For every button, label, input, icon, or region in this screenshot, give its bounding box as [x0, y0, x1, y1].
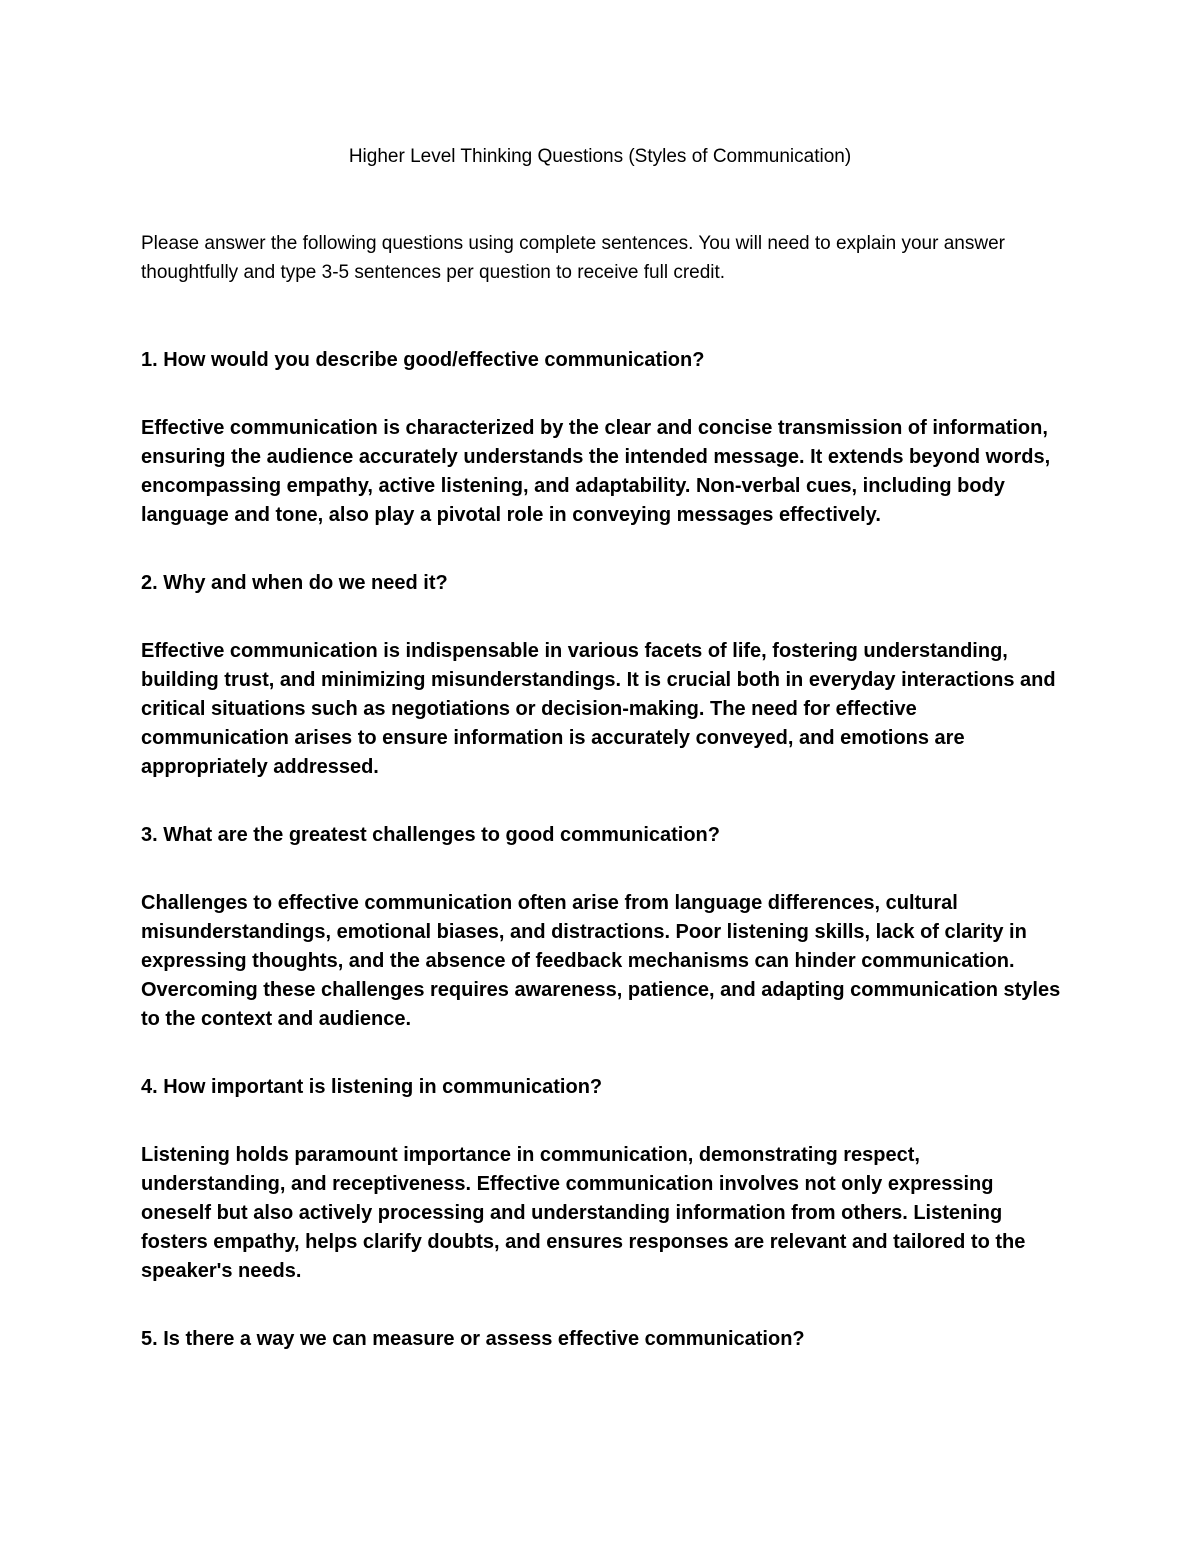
question-1: 1. How would you describe good/effective communication?: [141, 349, 705, 371]
question-3: 3. What are the greatest challenges to good communication?: [141, 824, 720, 846]
answer-2: Effective communication is indispensable in various facets of life, fostering understanding, building trust, and minimizing misunderstandings. It is crucial both in everyday interactions and critical situations such as negotiations or decision-making. The need for effective communication arises to ensure information is accurately conveyed, and emotions are appropriately addressed.: [141, 640, 1056, 778]
instructions-paragraph: Please answer the following questions using complete sentences. You will need to explain your answer thoughtfully and type 3-5 sentences per question to receive full credit.: [141, 233, 1005, 283]
question-5: 5. Is there a way we can measure or assess effective communication?: [141, 1328, 805, 1350]
question-answer-list: [141, 346, 1061, 1393]
question-4: 4. How important is listening in communication?: [141, 1076, 603, 1098]
document-title: Higher Level Thinking Questions (Styles of Communication): [348, 146, 852, 167]
answer-3: Challenges to effective communication often arise from language differences, cultural misunderstandings, emotional biases, and distractions. Poor listening skills, lack of clarity in expressing thoughts, and the absence of feedback mechanisms can hinder communication. Overcoming these challenges requires awareness, patience, and adapting communication styles to the context and audience.: [141, 892, 1061, 1030]
answer-4: Listening holds paramount importance in communication, demonstrating respect, understanding, and receptiveness. Effective communication involves not only expressing oneself but also actively processing and understanding information from others. Listening fosters empathy, helps clarify doubts, and ensures responses are relevant and tailored to the speaker's needs.: [141, 1144, 1026, 1282]
question-2: 2. Why and when do we need it?: [141, 572, 448, 594]
answer-1: Effective communication is characterized by the clear and concise transmission of information, ensuring the audience accurately understands the intended message. It extends beyond words, encompassing empathy, active listening, and adaptability. Non-verbal cues, including body language and tone, also play a pivotal role in conveying messages effectively.: [141, 417, 1051, 526]
